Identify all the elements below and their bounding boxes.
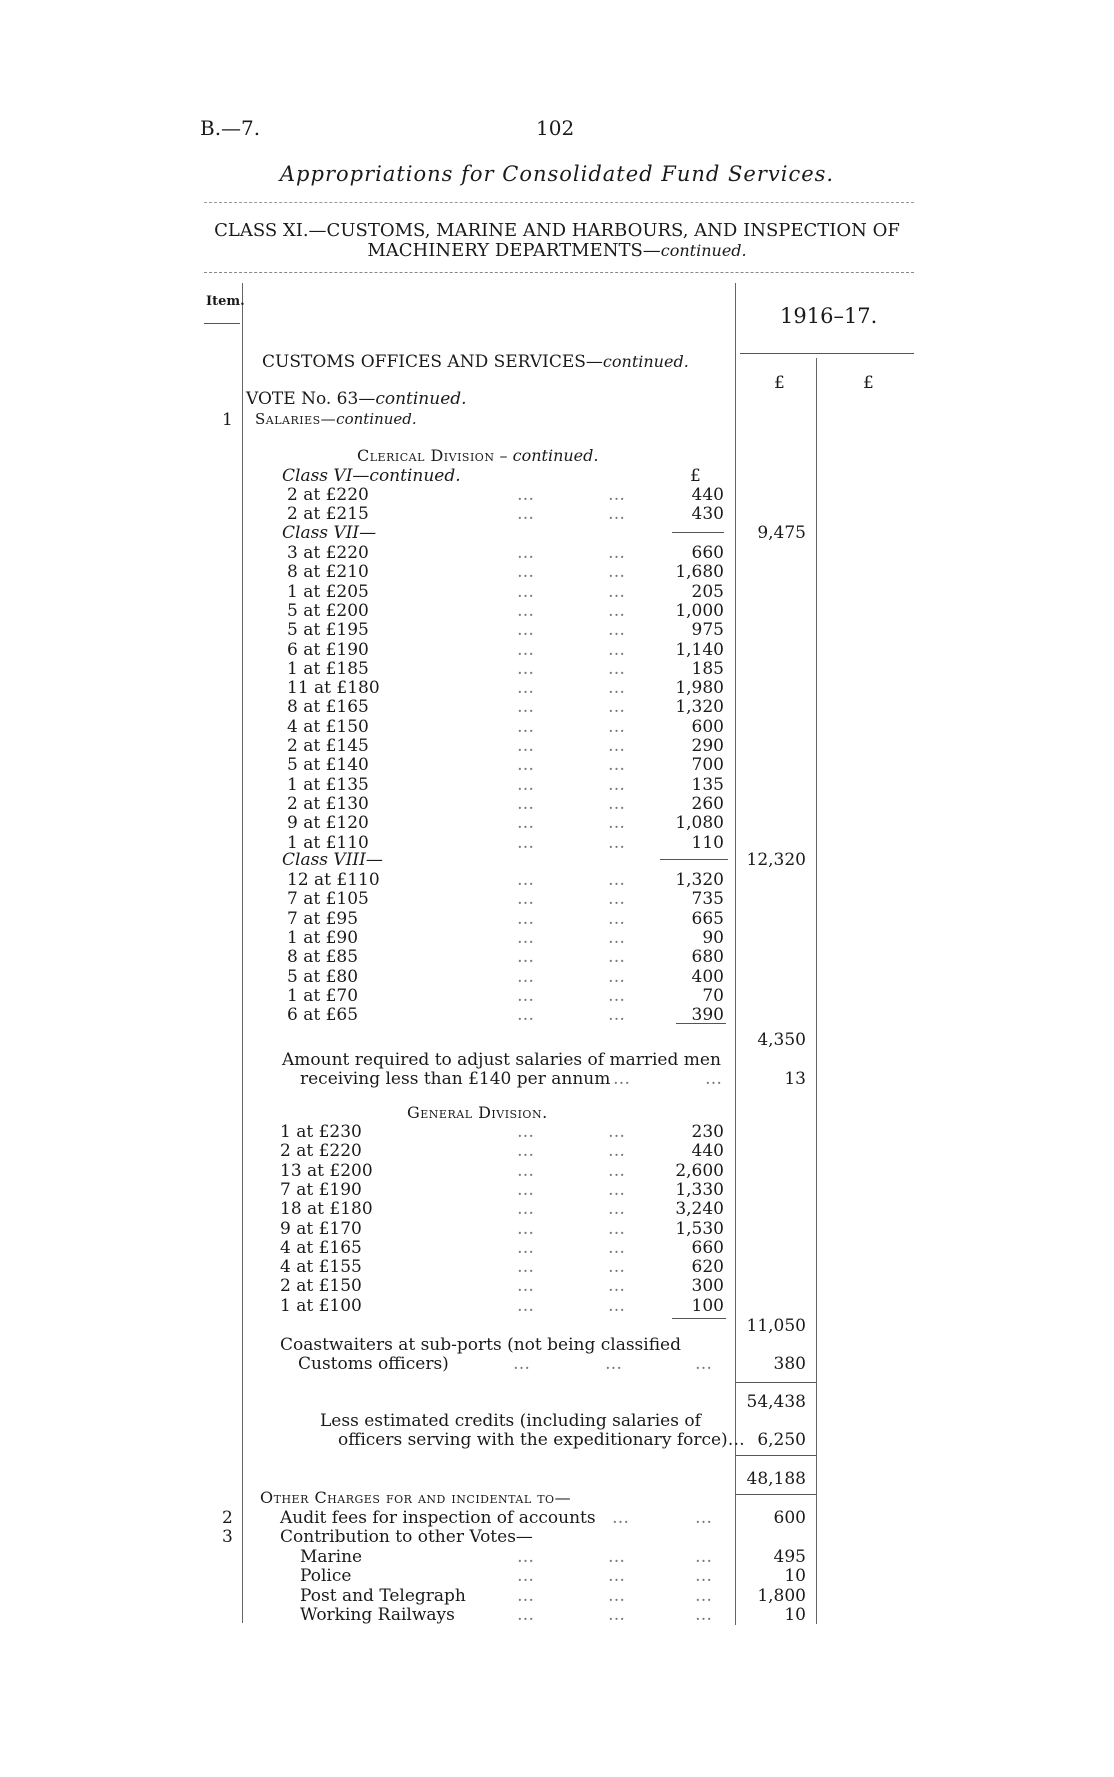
class6-sum-rule bbox=[672, 532, 724, 533]
class7-amount: 1,140 bbox=[675, 639, 724, 660]
class8-dots-1: … bbox=[517, 1005, 536, 1026]
class7-desc: 5 at £195 bbox=[287, 620, 369, 641]
general-amount: 440 bbox=[691, 1141, 724, 1162]
general-row bbox=[0, 1238, 1114, 1257]
class7-amount: 1,980 bbox=[675, 678, 724, 699]
less-credits-line1: Less estimated credits (including salaries of bbox=[320, 1411, 701, 1431]
general-desc: 1 at £230 bbox=[280, 1122, 362, 1142]
general-dots-2: … bbox=[608, 1141, 627, 1162]
class8-row bbox=[0, 947, 1114, 966]
class7-dots-2: … bbox=[608, 581, 627, 602]
general-dots-2: … bbox=[608, 1295, 627, 1316]
general-amount: 620 bbox=[691, 1257, 724, 1278]
general-dots-2: … bbox=[608, 1237, 627, 1258]
class7-amount: 205 bbox=[691, 581, 724, 602]
vote-row bbox=[0, 1566, 1114, 1585]
married-dots-1: … bbox=[613, 1069, 632, 1089]
class7-amount: 1,320 bbox=[675, 697, 724, 718]
class8-desc: 1 at £90 bbox=[287, 927, 359, 948]
class-title-continued: continued. bbox=[660, 241, 747, 260]
page-number: 102 bbox=[536, 116, 575, 140]
class7-row bbox=[0, 620, 1114, 639]
class8-dots-1: … bbox=[517, 966, 536, 987]
class8-amount: 70 bbox=[702, 985, 724, 1006]
general-division-heading: General Division. bbox=[407, 1103, 548, 1122]
class6-total: 9,475 bbox=[757, 523, 806, 543]
class8-amount: 390 bbox=[691, 1005, 724, 1026]
class8-dots-2: … bbox=[608, 1005, 627, 1026]
class7-dots-2: … bbox=[608, 678, 627, 699]
general-amount: 100 bbox=[691, 1295, 724, 1316]
class7-sum-rule bbox=[660, 859, 728, 860]
class7-row bbox=[0, 659, 1114, 678]
vote-heading-main: VOTE No. 63— bbox=[246, 389, 376, 409]
class7-desc: 8 at £210 bbox=[287, 562, 369, 583]
class7-desc: 2 at £145 bbox=[287, 736, 369, 756]
vote-dots-3: … bbox=[695, 1566, 714, 1587]
net-total-bottom-rule bbox=[736, 1494, 816, 1495]
class7-row bbox=[0, 755, 1114, 774]
year-rule bbox=[740, 353, 914, 354]
general-dots-1: … bbox=[517, 1141, 536, 1162]
class7-desc: 1 at £110 bbox=[287, 832, 369, 853]
class8-dots-2: … bbox=[608, 908, 627, 929]
class7-dots-2: … bbox=[608, 543, 627, 563]
subtotal-amount: 54,438 bbox=[746, 1392, 806, 1412]
coastwaiters-dots-1: … bbox=[513, 1354, 532, 1374]
class8-amount: 1,320 bbox=[675, 870, 724, 890]
general-dots-1: … bbox=[517, 1122, 536, 1142]
general-amount: 3,240 bbox=[675, 1199, 724, 1220]
general-dots-2: … bbox=[608, 1199, 627, 1220]
vote-dots-2: … bbox=[608, 1547, 627, 1567]
class7-amount: 135 bbox=[691, 774, 724, 795]
vote-dots-3: … bbox=[695, 1604, 714, 1625]
class7-dots-2: … bbox=[608, 736, 627, 756]
class7-dots-1: … bbox=[517, 697, 536, 718]
class6-desc: 2 at £215 bbox=[287, 504, 369, 525]
married-adjustment-line2 bbox=[300, 1069, 724, 1089]
general-dots-2: … bbox=[608, 1160, 627, 1181]
class7-total: 12,320 bbox=[746, 850, 806, 870]
general-desc: 2 at £150 bbox=[280, 1276, 362, 1297]
general-sum-rule bbox=[672, 1318, 726, 1319]
general-dots-1: … bbox=[517, 1295, 536, 1316]
general-desc: 7 at £190 bbox=[280, 1179, 362, 1200]
class7-desc: 9 at £120 bbox=[287, 813, 369, 834]
class8-desc: 8 at £85 bbox=[287, 947, 359, 968]
vote-dots-1: … bbox=[517, 1547, 536, 1567]
vote-desc: Police bbox=[300, 1566, 352, 1587]
class7-amount: 1,080 bbox=[675, 813, 724, 834]
general-desc: 2 at £220 bbox=[280, 1141, 362, 1162]
general-row bbox=[0, 1199, 1114, 1218]
class6-dots-1: … bbox=[517, 504, 536, 525]
vote-desc: Marine bbox=[300, 1547, 363, 1567]
general-row bbox=[0, 1141, 1114, 1160]
class8-dots-1: … bbox=[517, 985, 536, 1006]
class7-amount: 700 bbox=[691, 755, 724, 776]
general-row bbox=[0, 1161, 1114, 1180]
subtotal-rule bbox=[736, 1382, 816, 1383]
clerical-heading-main: Clerical Division bbox=[357, 446, 495, 465]
currency-col2: £ bbox=[863, 373, 874, 393]
class8-amount: 735 bbox=[691, 889, 724, 910]
vote-dots-2: … bbox=[608, 1604, 627, 1625]
married-adjustment-line1: Amount required to adjust salaries of married men bbox=[282, 1050, 721, 1070]
audit-fees-line bbox=[280, 1508, 714, 1528]
class8-desc: 6 at £65 bbox=[287, 1005, 359, 1026]
document-reference: B.—7. bbox=[200, 116, 261, 140]
class8-dots-2: … bbox=[608, 947, 627, 968]
general-amount: 2,600 bbox=[675, 1160, 724, 1181]
general-total: 11,050 bbox=[746, 1316, 806, 1336]
class7-row bbox=[0, 813, 1114, 832]
class8-row bbox=[0, 1005, 1114, 1024]
general-dots-1: … bbox=[517, 1257, 536, 1278]
title-rule bbox=[204, 202, 914, 203]
class7-row bbox=[0, 640, 1114, 659]
class7-amount: 975 bbox=[691, 620, 724, 641]
general-dots-1: … bbox=[517, 1218, 536, 1239]
class7-desc: 11 at £180 bbox=[287, 678, 380, 699]
year-heading: 1916–17. bbox=[780, 304, 878, 328]
class7-dots-1: … bbox=[517, 639, 536, 660]
class7-dots-2: … bbox=[608, 793, 627, 814]
general-amount: 230 bbox=[691, 1122, 724, 1142]
coastwaiters-dots-2: … bbox=[605, 1354, 624, 1374]
general-amount: 660 bbox=[691, 1237, 724, 1258]
general-desc: 9 at £170 bbox=[280, 1218, 362, 1239]
clerical-division-heading bbox=[357, 446, 598, 465]
header-rule bbox=[204, 272, 914, 273]
section-heading-continued: continued. bbox=[602, 352, 689, 371]
class7-row bbox=[0, 697, 1114, 716]
vote-dots-2: … bbox=[608, 1585, 627, 1606]
class6-dots-2: … bbox=[608, 485, 627, 505]
coastwaiters-line1: Coastwaiters at sub-ports (not being classified bbox=[280, 1335, 682, 1355]
net-total-rule bbox=[736, 1455, 816, 1456]
class7-dots-1: … bbox=[517, 678, 536, 699]
class7-dots-1: … bbox=[517, 736, 536, 756]
class7-heading: Class VII— bbox=[282, 523, 377, 543]
class8-amount: 665 bbox=[691, 908, 724, 929]
coastwaiters-text: Customs officers) bbox=[298, 1354, 449, 1374]
class7-desc: 1 at £135 bbox=[287, 774, 369, 795]
less-credits-line2: officers serving with the expeditionary force)… bbox=[338, 1430, 745, 1450]
general-dots-1: … bbox=[517, 1237, 536, 1258]
general-row bbox=[0, 1296, 1114, 1315]
vote-dots-1: … bbox=[517, 1585, 536, 1606]
pound-sign: £ bbox=[690, 466, 701, 486]
class8-dots-2: … bbox=[608, 927, 627, 948]
class7-amount: 185 bbox=[691, 658, 724, 679]
vote-row bbox=[0, 1547, 1114, 1566]
class7-desc: 1 at £205 bbox=[287, 581, 369, 602]
class8-row bbox=[0, 986, 1114, 1005]
coastwaiters-dots-3: … bbox=[695, 1354, 714, 1374]
class6-row bbox=[0, 485, 1114, 504]
coastwaiters-line2 bbox=[298, 1354, 714, 1374]
salaries-heading-continued: continued. bbox=[336, 410, 417, 428]
class7-dots-2: … bbox=[608, 774, 627, 795]
general-row bbox=[0, 1180, 1114, 1199]
vote-heading bbox=[246, 389, 467, 409]
class7-dots-1: … bbox=[517, 658, 536, 679]
class7-desc: 2 at £130 bbox=[287, 793, 369, 814]
class7-dots-2: … bbox=[608, 697, 627, 718]
class7-dots-1: … bbox=[517, 774, 536, 795]
general-row bbox=[0, 1276, 1114, 1295]
class7-amount: 1,000 bbox=[675, 600, 724, 621]
class8-amount: 90 bbox=[702, 927, 724, 948]
vote-dots-1: … bbox=[517, 1604, 536, 1625]
class8-amount: 400 bbox=[691, 966, 724, 987]
class8-desc: 7 at £105 bbox=[287, 889, 369, 910]
class-title-line2 bbox=[0, 240, 1114, 261]
general-desc: 4 at £165 bbox=[280, 1237, 362, 1258]
item-number-3: 3 bbox=[222, 1527, 233, 1547]
vote-desc: Working Railways bbox=[300, 1604, 455, 1625]
class7-dots-2: … bbox=[608, 600, 627, 621]
audit-fees-text: Audit fees for inspection of accounts bbox=[280, 1508, 596, 1528]
general-desc: 4 at £155 bbox=[280, 1257, 362, 1278]
class-title-main: MACHINERY DEPARTMENTS— bbox=[367, 240, 661, 261]
class7-amount: 600 bbox=[691, 716, 724, 737]
class8-dots-2: … bbox=[608, 966, 627, 987]
class7-dots-2: … bbox=[608, 639, 627, 660]
class8-row bbox=[0, 889, 1114, 908]
class7-desc: 6 at £190 bbox=[287, 639, 369, 660]
class7-desc: 5 at £200 bbox=[287, 600, 369, 621]
audit-fees-amount: 600 bbox=[773, 1508, 806, 1528]
salaries-heading-main: Salaries— bbox=[255, 410, 337, 428]
class7-amount: 1,680 bbox=[675, 562, 724, 583]
vote-heading-continued: continued. bbox=[375, 389, 467, 409]
coastwaiters-amount: 380 bbox=[773, 1354, 806, 1374]
class7-amount: 660 bbox=[691, 543, 724, 563]
vote-row bbox=[0, 1586, 1114, 1605]
section-heading-main: CUSTOMS OFFICES AND SERVICES— bbox=[262, 352, 603, 372]
general-row bbox=[0, 1219, 1114, 1238]
class7-dots-1: … bbox=[517, 793, 536, 814]
class8-desc: 7 at £95 bbox=[287, 908, 359, 929]
class7-dots-1: … bbox=[517, 755, 536, 776]
class7-desc: 8 at £165 bbox=[287, 697, 369, 718]
class7-dots-1: … bbox=[517, 813, 536, 834]
class7-dots-1: … bbox=[517, 832, 536, 853]
class8-desc: 5 at £80 bbox=[287, 966, 359, 987]
general-amount: 1,530 bbox=[675, 1218, 724, 1239]
currency-col1: £ bbox=[774, 373, 785, 393]
clerical-heading-continued: – continued. bbox=[494, 446, 599, 465]
class8-row bbox=[0, 928, 1114, 947]
class7-desc: 4 at £150 bbox=[287, 716, 369, 737]
class7-row bbox=[0, 794, 1114, 813]
class8-row bbox=[0, 967, 1114, 986]
section-heading bbox=[262, 352, 689, 372]
class6-dots-1: … bbox=[517, 485, 536, 505]
class8-row bbox=[0, 870, 1114, 889]
general-dots-2: … bbox=[608, 1218, 627, 1239]
class8-amount: 680 bbox=[691, 947, 724, 968]
class8-total: 4,350 bbox=[757, 1030, 806, 1050]
class7-row bbox=[0, 582, 1114, 601]
class6-row bbox=[0, 504, 1114, 523]
general-row bbox=[0, 1257, 1114, 1276]
general-dots-1: … bbox=[517, 1199, 536, 1220]
class7-row bbox=[0, 736, 1114, 755]
general-desc: 18 at £180 bbox=[280, 1199, 373, 1220]
married-dots-2: … bbox=[705, 1069, 724, 1089]
general-dots-1: … bbox=[517, 1179, 536, 1200]
class6-amount: 430 bbox=[691, 504, 724, 525]
class7-desc: 3 at £220 bbox=[287, 543, 369, 563]
class7-dots-1: … bbox=[517, 716, 536, 737]
class6-amount: 440 bbox=[691, 485, 724, 505]
class7-amount: 110 bbox=[691, 832, 724, 853]
general-dots-2: … bbox=[608, 1179, 627, 1200]
class-title-line1: CLASS XI.—CUSTOMS, MARINE AND HARBOURS, AND INSPECTION OF bbox=[214, 220, 900, 241]
vote-amount: 1,800 bbox=[757, 1585, 806, 1606]
class7-dots-1: … bbox=[517, 543, 536, 563]
vote-amount: 495 bbox=[773, 1547, 806, 1567]
vote-amount: 10 bbox=[784, 1604, 806, 1625]
class7-row bbox=[0, 717, 1114, 736]
class7-row bbox=[0, 678, 1114, 697]
general-dots-1: … bbox=[517, 1160, 536, 1181]
vote-dots-2: … bbox=[608, 1566, 627, 1587]
class7-amount: 260 bbox=[691, 793, 724, 814]
class7-dots-2: … bbox=[608, 620, 627, 641]
net-total-amount: 48,188 bbox=[746, 1469, 806, 1489]
less-credits-amount: 6,250 bbox=[757, 1430, 806, 1450]
class6-desc: 2 at £220 bbox=[287, 485, 369, 505]
class7-desc: 1 at £185 bbox=[287, 658, 369, 679]
page-title: Appropriations for Consolidated Fund Services. bbox=[279, 162, 835, 186]
class8-heading: Class VIII— bbox=[282, 850, 383, 870]
class8-desc: 12 at £110 bbox=[287, 870, 380, 890]
audit-dots-2: … bbox=[695, 1508, 714, 1528]
class8-row bbox=[0, 909, 1114, 928]
class8-sum-rule bbox=[676, 1023, 726, 1024]
class7-dots-2: … bbox=[608, 658, 627, 679]
class8-dots-1: … bbox=[517, 927, 536, 948]
class6-dots-2: … bbox=[608, 504, 627, 525]
class7-dots-2: … bbox=[608, 716, 627, 737]
class8-dots-1: … bbox=[517, 908, 536, 929]
class7-dots-1: … bbox=[517, 620, 536, 641]
vote-dots-1: … bbox=[517, 1566, 536, 1587]
class7-dots-1: … bbox=[517, 600, 536, 621]
class8-desc: 1 at £70 bbox=[287, 985, 359, 1006]
class7-dots-2: … bbox=[608, 813, 627, 834]
class7-dots-2: … bbox=[608, 832, 627, 853]
general-amount: 300 bbox=[691, 1276, 724, 1297]
married-adjustment-amount: 13 bbox=[784, 1069, 806, 1089]
item-column-label: Item. bbox=[206, 294, 245, 309]
audit-dots-1: … bbox=[612, 1508, 631, 1528]
general-dots-2: … bbox=[608, 1276, 627, 1297]
general-dots-2: … bbox=[608, 1257, 627, 1278]
class7-desc: 5 at £140 bbox=[287, 755, 369, 776]
vote-dots-3: … bbox=[695, 1585, 714, 1606]
vote-dots-3: … bbox=[695, 1547, 714, 1567]
class7-row bbox=[0, 601, 1114, 620]
item-number-2: 2 bbox=[222, 1508, 233, 1528]
general-amount: 1,330 bbox=[675, 1179, 724, 1200]
class7-amount: 290 bbox=[691, 736, 724, 756]
class7-row bbox=[0, 562, 1114, 581]
class7-dots-1: … bbox=[517, 562, 536, 583]
vote-desc: Post and Telegraph bbox=[300, 1585, 466, 1606]
class7-row bbox=[0, 833, 1114, 852]
other-charges-heading: Other Charges for and incidental to— bbox=[260, 1488, 572, 1507]
class8-dots-1: … bbox=[517, 947, 536, 968]
salaries-heading bbox=[255, 410, 417, 428]
class8-dots-1: … bbox=[517, 870, 536, 890]
class7-dots-2: … bbox=[608, 562, 627, 583]
class8-dots-1: … bbox=[517, 889, 536, 910]
class7-row bbox=[0, 543, 1114, 562]
class7-row bbox=[0, 775, 1114, 794]
class8-dots-2: … bbox=[608, 889, 627, 910]
general-desc: 13 at £200 bbox=[280, 1160, 373, 1181]
general-dots-1: … bbox=[517, 1276, 536, 1297]
class8-dots-2: … bbox=[608, 985, 627, 1006]
class6-heading-text: Class VI—continued. bbox=[282, 466, 461, 486]
vote-amount: 10 bbox=[784, 1566, 806, 1587]
class8-dots-2: … bbox=[608, 870, 627, 890]
class6-heading bbox=[282, 466, 461, 486]
class7-dots-1: … bbox=[517, 581, 536, 602]
item-label-rule bbox=[204, 323, 240, 324]
married-adjustment-text: receiving less than £140 per annum bbox=[300, 1069, 611, 1089]
contribution-heading: Contribution to other Votes— bbox=[280, 1527, 533, 1547]
general-dots-2: … bbox=[608, 1122, 627, 1142]
vote-row bbox=[0, 1605, 1114, 1624]
general-desc: 1 at £100 bbox=[280, 1295, 362, 1316]
class7-dots-2: … bbox=[608, 755, 627, 776]
general-row bbox=[0, 1122, 1114, 1141]
item-number-1: 1 bbox=[222, 410, 233, 430]
